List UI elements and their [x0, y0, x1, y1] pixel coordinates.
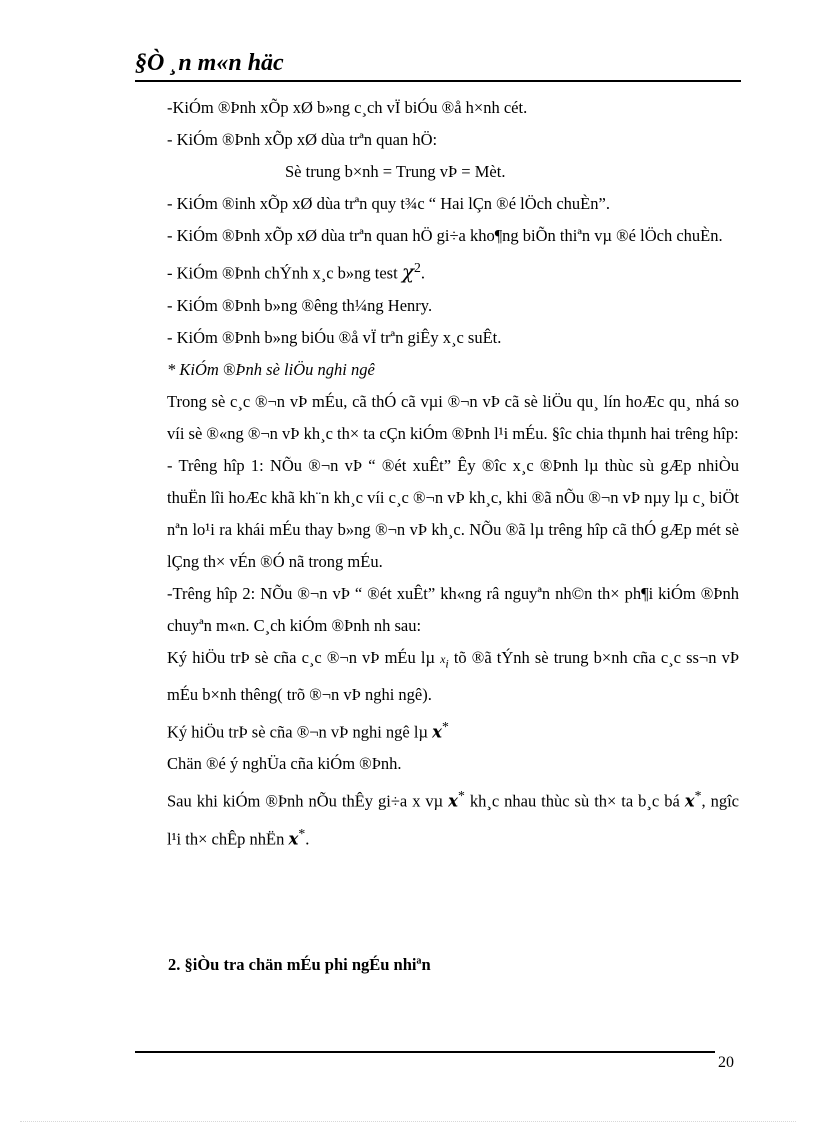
- conclusion-period: .: [305, 829, 310, 849]
- conclusion-text-a: Sau khi kiÓm ®Þnh nÕu thÊy gi÷a x vµ: [167, 791, 444, 811]
- line-mean-median-mode: Sè trung b×nh = Trung vÞ = Mèt.: [285, 162, 506, 181]
- footer-rule: [135, 1051, 715, 1053]
- math-star: *: [441, 718, 449, 734]
- math-x-star-3: x: [288, 829, 299, 849]
- line-significance: Chän ®é ý nghÜa cña kiÓm ®Þnh.: [167, 754, 402, 774]
- line-chi-square-test: - KiÓm ®Þnh chÝnh x¸c b»ng test $\chi^2$.: [167, 259, 425, 284]
- chi-symbol: χ: [401, 259, 414, 284]
- line-histogram-test: -KiÓm ®Þnh xÕp xØ b»ng c¸ch vÏ biÓu ®å h×nh cét.: [167, 98, 528, 117]
- conclusion-text-b: kh¸c nhau thùc sù th× ta b¸c bá: [469, 791, 680, 811]
- header-title: §Ò ¸n m«n häc: [135, 50, 284, 76]
- math-x-star-2: x: [684, 791, 695, 811]
- paragraph-case-1: - Trêng hîp 1: NÕu ®¬n vÞ “ ®ét xuÊt” Êy ®îc x¸c ®Þnh lµ thùc sù gÆp nhiÒu thuËn lîi hoÆc khã kh¨n kh¸c víi c¸c ®¬n vÞ kh¸c, khi ®ã nÕu ®¬n vÞ nµy lµ c¸ biÖt nªn lo¹i ra khái mÉu thay b»ng ®¬n vÞ kh¸c. NÕu ®ã lµ trêng hîp cã thÓ gÆp mét sè lÇng th× vÉn ®Ó nã trong mÉu.: [167, 455, 739, 571]
- section-heading: 2. §iÒu tra chän mÉu phi ngÉu nhiªn: [168, 955, 431, 974]
- page-bottom-edge: [20, 1121, 796, 1122]
- math-x-star: x: [432, 722, 442, 742]
- paragraph-conclusion: [135, 780, 739, 855]
- chi-exponent: 2: [413, 260, 421, 275]
- math-x: x: [440, 651, 446, 666]
- line-range-vs-stddev: - KiÓm ®Þnh xÕp xØ dùa trªn quan hÖ gi÷a kho¶ng biÕn thiªn vµ ®é lÖch chuÈn.: [167, 226, 723, 245]
- notation-xi-text-b: tõ ®ã tÝnh sè trung b×nh cña c¸c ss¬n vÞ mÉu b×nh thêng( trõ ®¬n vÞ nghi ngê).: [167, 647, 739, 704]
- line-two-sigma-rule: - KiÓm ®inh xÕp xØ dùa trªn quy t¾c “ Hai lÇn ®é lÖch chuÈn”.: [167, 194, 610, 213]
- math-star-3: *: [298, 825, 306, 841]
- math-star-1: *: [458, 788, 465, 804]
- line-relation-test: - KiÓm ®Þnh xÕp xØ dùa trªn quan hÖ:: [167, 130, 438, 149]
- notation-xstar-text: Ký hiÖu trÞ sè cña ®¬n vÞ nghi ngê lµ: [167, 722, 428, 742]
- page-header: [135, 44, 741, 82]
- paragraph-notation-xi: [135, 642, 739, 711]
- math-x-star-1: x: [448, 791, 458, 811]
- subheading-suspect-data: * KiÓm ®Þnh sè liÖu nghi ngê: [167, 359, 375, 379]
- page-number: 20: [718, 1054, 734, 1071]
- line-henry-line: - KiÓm ®Þnh b»ng ®êng th¼ng Henry.: [167, 295, 433, 315]
- conclusion-text-c: , ngîc l¹i th× chÊp nhËn: [167, 791, 739, 849]
- math-star-2: *: [694, 788, 702, 804]
- paragraph-notation-xstar: [135, 711, 739, 749]
- notation-xi-text-a: Ký hiÖu trÞ sè cña c¸c ®¬n vÞ mÉu lµ: [167, 647, 435, 667]
- page-content: [135, 92, 739, 855]
- chi-square-text: - KiÓm ®Þnh chÝnh x¸c b»ng test: [167, 263, 398, 283]
- paragraph-intro: Trong sè c¸c ®¬n vÞ mÉu, cã thÓ cã vµi ®¬n vÞ cã sè liÖu qu¸ lín hoÆc qu¸ nhá so víi sè ®«ng ®¬n vÞ kh¸c th× ta cÇn kiÓm ®Þnh l¹i mÉu. §îc chia thµnh hai trêng hîp:: [167, 391, 739, 443]
- line-probability-paper: - KiÓm ®Þnh b»ng biÓu ®å vÏ trªn giÊy x¸c suÊt.: [167, 327, 502, 347]
- paragraph-case-2: -Trêng hîp 2: NÕu ®¬n vÞ “ ®ét xuÊt” kh«ng râ nguyªn nh©n th× ph¶i kiÓm ®Þnh chuyªn m«n. C¸ch kiÓm ®Þnh nh sau:: [167, 583, 739, 635]
- math-subscript-i: i: [445, 655, 449, 670]
